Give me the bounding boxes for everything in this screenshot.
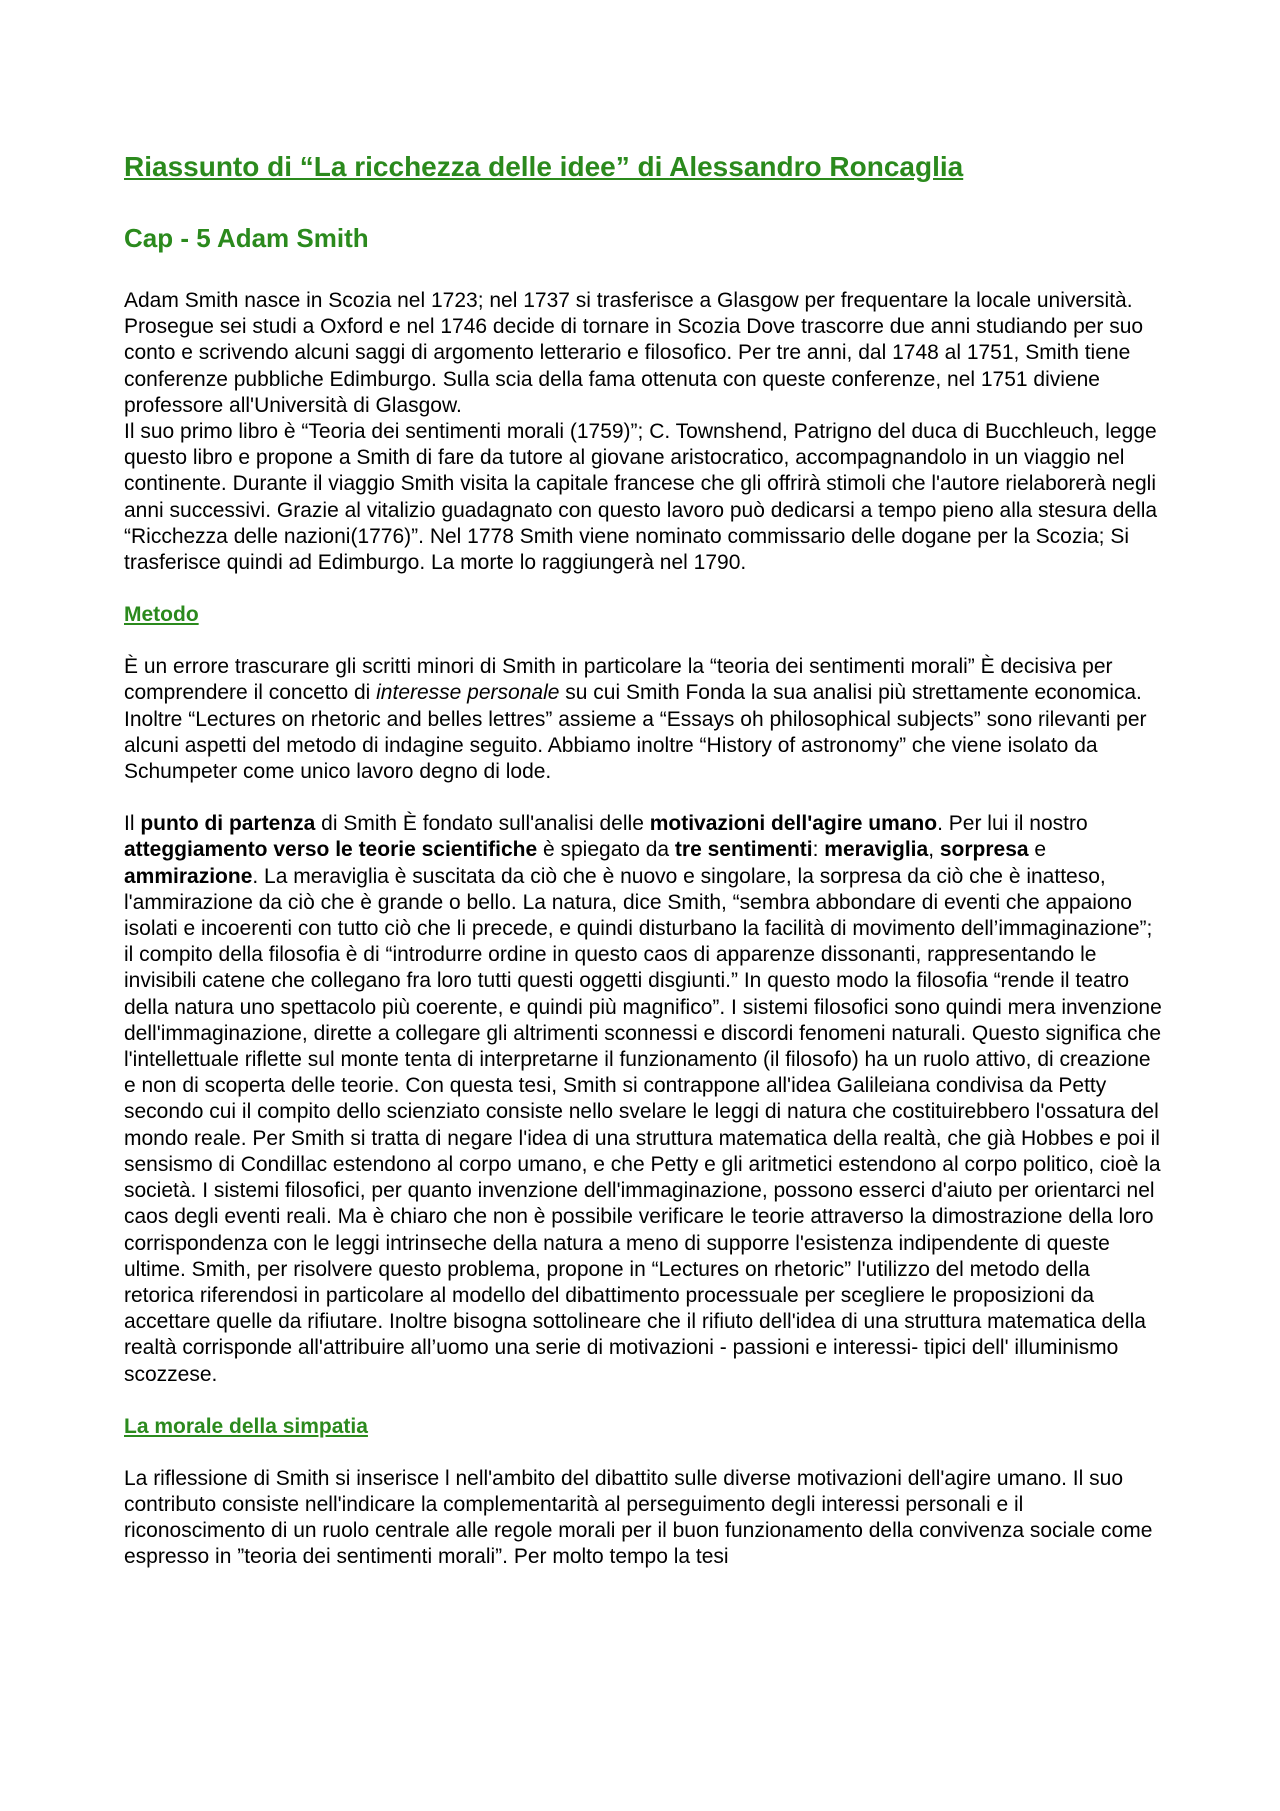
spacer [124, 1388, 1164, 1414]
bold-term: motivazioni dell'agire umano [649, 812, 938, 836]
document-page [124, 150, 1164, 1571]
section-heading-metodo: Metodo [124, 603, 199, 627]
bold-term: sorpresa [939, 838, 1029, 862]
bold-term: tre sentimenti [674, 838, 813, 862]
spacer [124, 1440, 1164, 1466]
spacer [124, 254, 1164, 288]
spacer [124, 576, 1164, 602]
metodo-paragraph-1: È un errore trascurare gli scritti minori di Smith in particolare la “teoria dei sentimenti morali” È decisiva per comprendere il concetto di interesse personale su cui Smith Fonda la sua analisi più strettamente economica. Inoltre “Lectures on rhetoric and belles lettres” assieme a “Essays oh philosophical subjects” sono rilevanti per alcuni aspetti del metodo di indagine seguito. Abbiamo inoltre “History of astronomy” che viene isolato da Schumpeter come unico lavoro degno di lode. [124, 655, 1147, 784]
bold-term: ammirazione [124, 864, 253, 888]
intro-paragraph-2: Il suo primo libro è “Teoria dei sentimenti morali (1759)”; C. Townshend, Patrigno del duca di Bucchleuch, legge questo libro e propone a Smith di fare da tutore al giovane aristocratico, accompagnandolo in un viaggio nel continente. Durante il viaggio Smith visita la capitale francese che gli offrirà stimoli che l'autore rielaborerà negli anni successivi. Grazie al vitalizio guadagnato con questo lavoro può dedicarsi a tempo pieno alla stesura della “Ricchezza delle nazioni(1776)”. Nel 1778 Smith viene nominato commissario delle dogane per la Scozia; Si trasferisce quindi ad Edimburgo. La morte lo raggiungerà nel 1790. [124, 420, 1158, 575]
section-heading-morale: La morale della simpatia [124, 1414, 368, 1438]
morale-paragraph-1: La riflessione di Smith si inserisce l nell'ambito del dibattito sulle diverse motivazioni dell'agire umano. Il suo contributo consiste nell'indicare la complementarità al perseguimento degli interessi personali e il riconoscimento di un ruolo centrale alle regole morali per il buon funzionamento della convivenza sociale come espresso in ”teoria dei sentimenti morali”. Per molto tempo la tesi [124, 1466, 1153, 1569]
spacer [124, 628, 1164, 654]
bold-term: atteggiamento verso le teorie scientifiche [124, 838, 538, 862]
chapter-title: Cap - 5 Adam Smith [124, 223, 369, 253]
document-title: Riassunto di “La ricchezza delle idee” di Alessandro Roncaglia [124, 151, 964, 182]
bold-term: meraviglia [824, 838, 929, 862]
italic-term: interesse personale [376, 681, 560, 705]
spacer [124, 785, 1164, 811]
bold-term: punto di partenza [140, 812, 316, 836]
metodo-paragraph-2: Il punto di partenza di Smith È fondato sull'analisi delle motivazioni dell'agire umano. Per lui il nostro atteggiamento verso le teorie scientifiche è spiegato da tre sentimenti: meraviglia, sorpresa e ammirazione. La meraviglia è suscitata da ciò che è nuovo e singolare, la sorpresa da ciò che è inatteso, l'ammirazione da ciò che è grande o bello. La natura, dice Smith, “sembra abbondare di eventi che appaiono isolati e incoerenti con tutto ciò che li precede, e quindi disturbano la facilità di movimento dell’immaginazione”; il compito della filosofia è di “introdurre ordine in questo caos di apparenze dissonanti, rappresentando le invisibili catene che collegano fra loro tutti questi oggetti disgiunti.” In questo modo la filosofia “rende il teatro della natura uno spettacolo più coerente, e quindi più magnifico”. I sistemi filosofici sono quindi mera invenzione dell'immaginazione, dirette a collegare gli altrimenti sconnessi e discordi fenomeni naturali. Questo significa che l'intellettuale riflette sul monte tenta di interpretarne il funzionamento (il filosofo) ha un ruolo attivo, di creazione e non di scoperta delle teorie. Con questa tesi, Smith si contrappone all'idea Galileiana condivisa da Petty secondo cui il compito dello scienziato consiste nello svelare le leggi di natura che costituirebbero l'ossatura del mondo reale. Per Smith si tratta di negare l'idea di una struttura matematica della realtà, che già Hobbes e poi il sensismo di Condillac estendono al corpo umano, e che Petty e gli aritmetici estendono al corpo politico, cioè la società. I sistemi filosofici, per quanto invenzione dell'immaginazione, possono esserci d'aiuto per orientarci nel caos degli eventi reali. Ma è chiaro che non è possibile verificare le teorie attraverso la dimostrazione della loro corrispondenza con le leggi intrinseche della natura a meno di supporre l'esistenza indipendente di queste ultime. Smith, per risolvere questo problema, propone in “Lectures on rhetoric” l'utilizzo del metodo della retorica riferendosi in particolare al modello del dibattimento processuale per scegliere le proposizioni da accettare quelle da rifiutare. Inoltre bisogna sottolineare che il rifiuto dell'idea di una struttura matematica della realtà corrisponde all'attribuire all’uomo una serie di motivazioni - passioni e interessi- tipici dell' illuminismo scozzese. [124, 812, 1162, 1386]
intro-paragraph-1: Adam Smith nasce in Scozia nel 1723; nel 1737 si trasferisce a Glasgow per frequentare la locale università. Prosegue sei studi a Oxford e nel 1746 decide di tornare in Scozia Dove trascorre due anni studiando per suo conto e scrivendo alcuni saggi di argomento letterario e filosofico. Per tre anni, dal 1748 al 1751, Smith tiene conferenze pubbliche Edimburgo. Sulla scia della fama ottenuta con queste conferenze, nel 1751 diviene professore all'Università di Glasgow. [124, 289, 1144, 417]
